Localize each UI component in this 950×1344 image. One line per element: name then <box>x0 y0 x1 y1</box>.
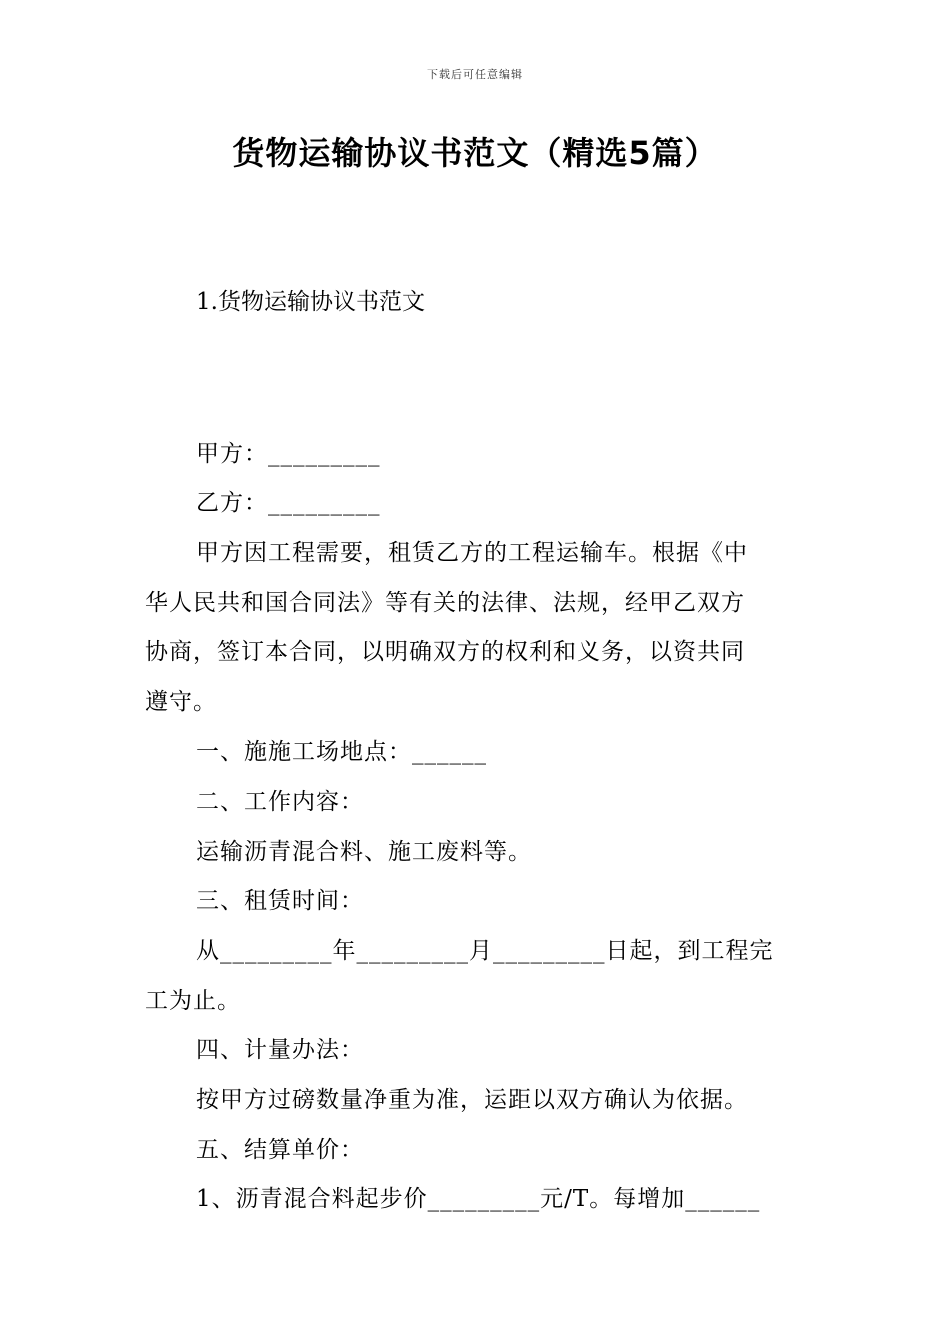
clause-measurement-heading: 四、计量办法： <box>196 1037 364 1063</box>
clause-lease-time: 从_________年_________月_________日起，到工程完 <box>196 938 774 964</box>
clause-measurement: 按甲方过磅数量净重为准，运距以双方确认为依据。 <box>196 1087 748 1113</box>
clause-work-content: 运输沥青混合料、施工废料等。 <box>196 839 532 865</box>
header-note: 下载后可任意编辑 <box>427 68 523 81</box>
clause-work-content-heading: 二、工作内容： <box>196 789 364 815</box>
body-paragraph-line: 甲方因工程需要，租赁乙方的工程运输车。根据《中 <box>196 540 748 566</box>
body-paragraph-line: 遵守。 <box>145 689 217 715</box>
body-paragraph-line: 华人民共和国合同法》等有关的法律、法规，经甲乙双方 <box>145 590 745 616</box>
clause-site-location: 一、施施工场地点：______ <box>196 739 487 765</box>
section-heading: 1.货物运输协议书范文 <box>196 289 425 315</box>
document-title: 货物运输协议书范文（精选5篇） <box>232 134 718 172</box>
party-a-line: 甲方：_________ <box>196 441 381 467</box>
clause-lease-time-continued: 工为止。 <box>145 988 241 1014</box>
body-paragraph-line: 协商，签订本合同，以明确双方的权利和义务，以资共同 <box>145 639 745 665</box>
clause-unit-price-item: 1、沥青混合料起步价_________元/T。每增加______ <box>196 1186 761 1212</box>
clause-unit-price-heading: 五、结算单价： <box>196 1137 364 1163</box>
clause-lease-time-heading: 三、租赁时间： <box>196 888 364 914</box>
party-b-line: 乙方：_________ <box>196 490 381 516</box>
